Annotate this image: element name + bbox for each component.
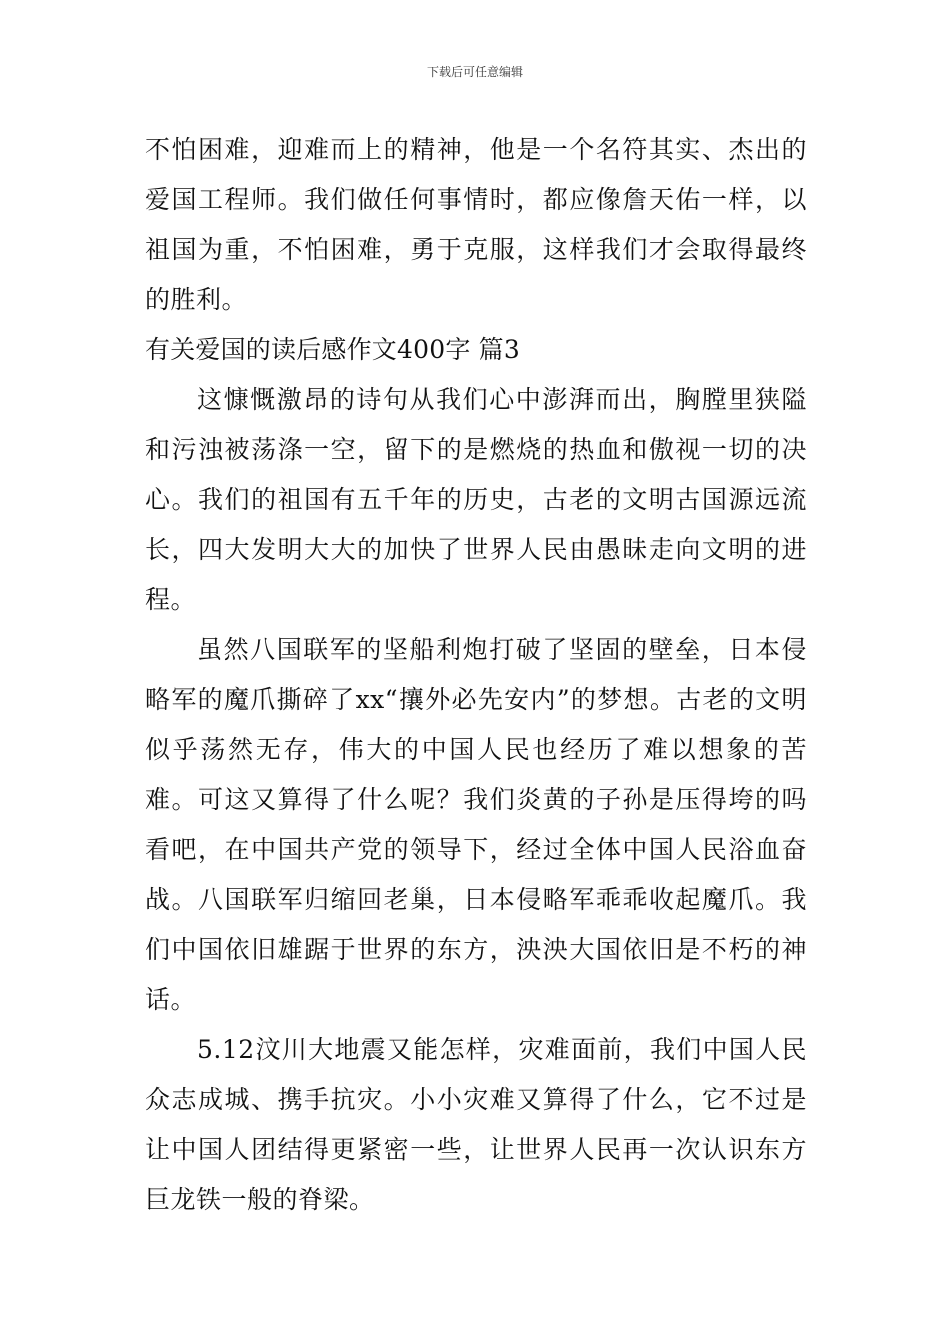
paragraph-history: 虽然八国联军的坚船利炮打破了坚固的壁垒，日本侵略军的魔爪撕碎了xx“攘外必先安内”的梦想。古老的文明似乎荡然无存，伟大的中国人民也经历了难以想象的苦难。可这又算得了什么呢？我们炎黄的子孙是压得垮的吗看吧，在中国共产党的领导下，经过全体中国人民浴血奋战。八国联军归缩回老巢，日本侵略军乖乖收起魔爪。我们中国依旧雄踞于世界的东方，泱泱大国依旧是不朽的神话。 — [145, 635, 807, 1014]
paragraph-poem-reflection: 这慷慨激昂的诗句从我们心中澎湃而出，胸膛里狭隘和污浊被荡涤一空，留下的是燃烧的热血和傲视一切的决心。我们的祖国有五千年的历史，古老的文明古国源远流长，四大发明大大的加快了世界人民由愚昧走向文明的进程。 — [145, 385, 807, 614]
paragraph-conclusion: 不怕困难，迎难而上的精神，他是一个名符其实、杰出的爱国工程师。我们做任何事情时，都应像詹天佑一样，以祖国为重，不怕困难，勇于克服，这样我们才会取得最终的胜利。 — [145, 135, 807, 314]
paragraph-earthquake: 5.12汶川大地震又能怎样，灾难面前，我们中国人民众志成城、携手抗灾。小小灾难又算得了什么，它不过是让中国人团结得更紧密一些，让世界人民再一次认识东方巨龙铁一般的脊梁。 — [145, 1035, 807, 1214]
document-body — [145, 125, 807, 1225]
page-header-note: 下载后可任意编辑 — [426, 65, 523, 79]
section-heading: 有关爱国的读后感作文400字 篇3 — [145, 335, 520, 364]
